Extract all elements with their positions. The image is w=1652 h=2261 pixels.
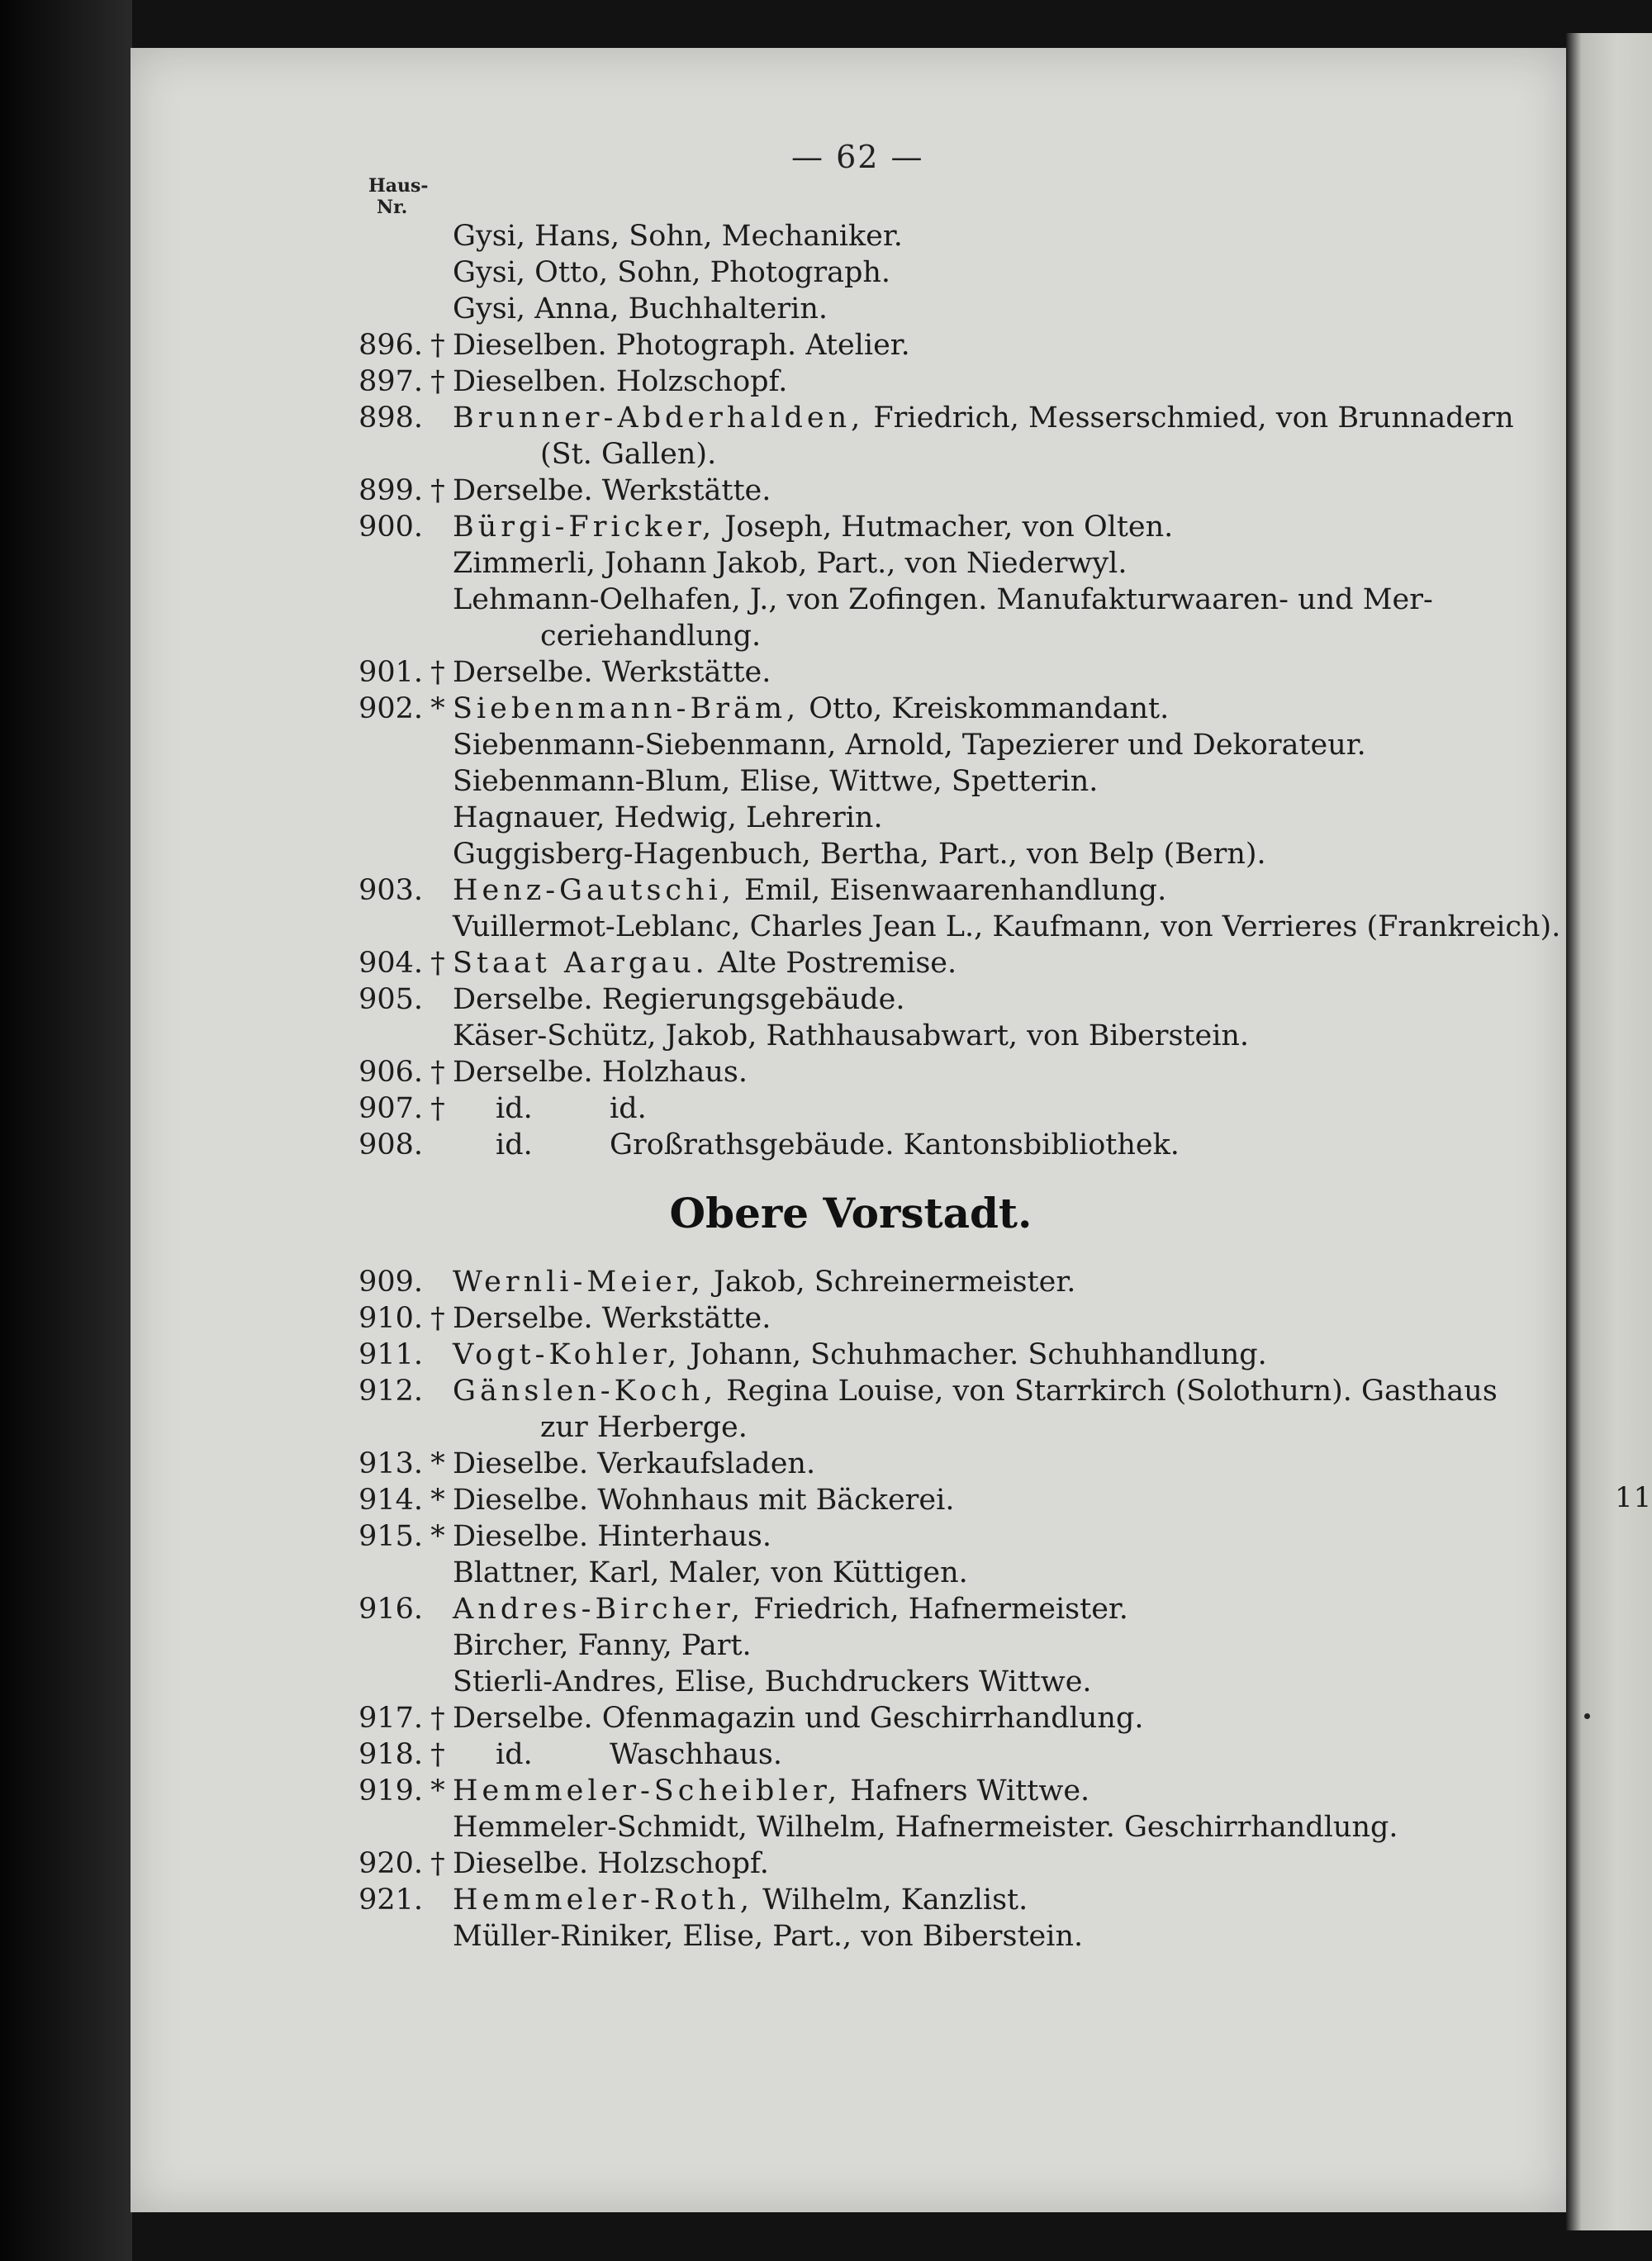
entry-mark: *	[430, 1520, 445, 1553]
directory-entry	[347, 1373, 1498, 1409]
directory-entry	[347, 909, 1561, 945]
directory-entry	[347, 436, 1487, 473]
house-number: 920.	[358, 1847, 423, 1880]
owner-name: Henz-Gautschi,	[453, 874, 735, 907]
directory-entry	[347, 1627, 1487, 1664]
directory-entry	[347, 327, 1487, 363]
directory-entry	[347, 582, 1487, 618]
owner-details: Friedrich, Hafnermeister.	[743, 1593, 1128, 1626]
owner-name: Gänslen-Koch,	[453, 1375, 718, 1408]
directory-entry	[347, 654, 1487, 691]
entry-mark: †	[430, 365, 445, 398]
entry-id-marker: id.	[496, 1738, 533, 1771]
entry-text: Derselbe. Werkstätte.	[453, 474, 771, 507]
entry-mark: †	[430, 329, 445, 362]
directory-entry	[347, 1555, 1487, 1591]
owner-name: Andres-Bircher,	[453, 1593, 744, 1626]
house-number: 919.	[358, 1774, 423, 1807]
entry-id-marker: id.	[496, 1092, 533, 1125]
entry-mark: *	[430, 1774, 445, 1807]
house-number: 905.	[358, 983, 423, 1016]
house-number: 898.	[358, 401, 423, 435]
entry-text: ceriehandlung.	[540, 620, 762, 653]
directory-entry	[347, 1018, 1487, 1054]
entry-text	[453, 1736, 1487, 1773]
house-number: 909.	[358, 1266, 423, 1299]
directory-entry	[347, 400, 1514, 436]
house-number: 906.	[358, 1056, 423, 1089]
entry-mark: *	[430, 1447, 445, 1480]
entry-text: Dieselbe. Hinterhaus.	[453, 1520, 772, 1553]
house-number: 918.	[358, 1738, 423, 1771]
owner-details: Friedrich, Messerschmied, von Brunnadern	[864, 401, 1514, 435]
adjacent-page-strip	[1566, 33, 1652, 2230]
house-number: 911.	[358, 1338, 423, 1371]
entry-building: id.	[610, 1092, 647, 1125]
entry-text: Bircher, Fanny, Part.	[453, 1629, 752, 1662]
entry-mark: †	[430, 474, 445, 507]
directory-entry	[347, 1736, 1487, 1773]
directory-entry	[347, 1054, 1487, 1090]
directory-entry	[347, 1300, 1487, 1337]
entry-text: (St. Gallen).	[540, 438, 717, 471]
entries-group-b	[347, 1264, 1498, 1955]
owner-name: Brunner-Abderhalden,	[453, 401, 865, 435]
section-heading: Obere Vorstadt.	[669, 1189, 1032, 1237]
owner-name: Wernli-Meier,	[453, 1266, 705, 1299]
house-number: 908.	[358, 1128, 423, 1161]
directory-entry	[347, 763, 1487, 800]
entry-mark: †	[430, 1702, 445, 1735]
directory-entry	[347, 509, 1487, 545]
entry-text: Dieselbe. Wohnhaus mit Bäckerei.	[453, 1484, 955, 1517]
house-number: 914.	[358, 1484, 423, 1517]
directory-entry	[347, 254, 1487, 291]
entry-text	[453, 1264, 1487, 1300]
entry-text	[453, 400, 1514, 436]
entry-text: Derselbe. Holzhaus.	[453, 1056, 748, 1089]
directory-entry	[347, 1090, 1487, 1127]
house-number: 913.	[358, 1447, 423, 1480]
directory-entry	[347, 727, 1487, 763]
adjacent-page-number: 11	[1615, 1481, 1652, 1514]
owner-details: Regina Louise, von Starrkirch (Solothurn). Gasthaus	[717, 1375, 1498, 1408]
directory-entry	[347, 691, 1487, 727]
directory-entry	[347, 1809, 1487, 1845]
house-number: 915.	[358, 1520, 423, 1553]
entry-mark: †	[430, 1092, 445, 1125]
entry-text: zur Herberge.	[540, 1411, 748, 1444]
adjacent-page-mark	[1584, 1713, 1590, 1719]
entry-text: Vuillermot-Leblanc, Charles Jean L., Kaufmann, von Verrieres (Frankreich).	[453, 910, 1561, 943]
column-header	[368, 175, 429, 218]
entry-text	[453, 1090, 1487, 1127]
directory-entry	[347, 1409, 1487, 1446]
entry-text: Hemmeler-Schmidt, Wilhelm, Hafnermeister. Geschirrhandlung.	[453, 1811, 1398, 1844]
entry-text	[453, 509, 1487, 545]
entry-text: Dieselben. Photograph. Atelier.	[453, 329, 910, 362]
directory-entry	[347, 1264, 1487, 1300]
column-header-line2: Nr.	[377, 197, 408, 218]
owner-details: Joseph, Hutmacher, von Olten.	[715, 511, 1174, 544]
entry-mark: †	[430, 656, 445, 689]
owner-details: Hafners Wittwe.	[841, 1774, 1090, 1807]
entry-text: Gysi, Otto, Sohn, Photograph.	[453, 256, 891, 289]
page-number: — 62 —	[791, 139, 924, 175]
entry-text: Käser-Schütz, Jakob, Rathhausabwart, von Biberstein.	[453, 1019, 1250, 1052]
house-number: 910.	[358, 1302, 423, 1335]
house-number: 900.	[358, 511, 423, 544]
owner-name: Staat Aargau.	[453, 947, 709, 980]
entry-text: Hagnauer, Hedwig, Lehrerin.	[453, 801, 883, 834]
entry-text	[453, 1373, 1498, 1409]
house-number: 912.	[358, 1375, 423, 1408]
directory-entry	[347, 1337, 1487, 1373]
entry-building: Waschhaus.	[610, 1738, 782, 1771]
directory-entry	[347, 473, 1487, 509]
entry-text	[453, 1882, 1487, 1918]
owner-name: Siebenmann-Bräm,	[453, 692, 800, 725]
entry-text: Müller-Riniker, Elise, Part., von Biberstein.	[453, 1920, 1084, 1953]
directory-entry	[347, 1518, 1487, 1555]
entry-mark: †	[430, 1302, 445, 1335]
house-number: 899.	[358, 474, 423, 507]
owner-name: Hemmeler-Roth,	[453, 1883, 753, 1917]
owner-details: Otto, Kreiskommandant.	[800, 692, 1170, 725]
entry-text: Siebenmann-Blum, Elise, Wittwe, Spetterin.	[453, 765, 1099, 798]
entry-text: Blattner, Karl, Maler, von Küttigen.	[453, 1556, 968, 1589]
directory-entry	[347, 363, 1487, 400]
directory-entry	[347, 291, 1487, 327]
entry-text: Derselbe. Werkstätte.	[453, 1302, 771, 1335]
entry-text: Derselbe. Ofenmagazin und Geschirrhandlung.	[453, 1702, 1144, 1735]
directory-entry	[347, 1882, 1487, 1918]
entry-text: Zimmerli, Johann Jakob, Part., von Niederwyl.	[453, 547, 1127, 580]
directory-entry	[347, 800, 1487, 836]
directory-entry	[347, 945, 1487, 981]
entry-text: Dieselben. Holzschopf.	[453, 365, 788, 398]
entry-text	[453, 1127, 1487, 1163]
directory-entry	[347, 1664, 1487, 1700]
directory-entries	[347, 218, 1561, 1955]
entry-text: Gysi, Anna, Buchhalterin.	[453, 292, 828, 325]
entry-text	[453, 1337, 1487, 1373]
entry-text: Lehmann-Oelhafen, J., von Zofingen. Manufakturwaaren- und Mer-	[453, 583, 1433, 616]
directory-entry	[347, 1845, 1487, 1882]
directory-entry	[347, 1700, 1487, 1736]
entry-mark: †	[430, 1847, 445, 1880]
entry-text: Derselbe. Regierungsgebäude.	[453, 983, 905, 1016]
owner-details: Wilhelm, Kanzlist.	[752, 1883, 1028, 1917]
directory-entry	[347, 1482, 1487, 1518]
house-number: 916.	[358, 1593, 423, 1626]
entry-text: Gysi, Hans, Sohn, Mechaniker.	[453, 220, 903, 253]
owner-details: Johann, Schuhmacher. Schuhhandlung.	[681, 1338, 1267, 1371]
directory-entry	[347, 1591, 1487, 1627]
column-header-line1: Haus-	[368, 175, 429, 197]
entry-text: Siebenmann-Siebenmann, Arnold, Tapezierer und Dekorateur.	[453, 729, 1366, 762]
entry-mark: †	[430, 947, 445, 980]
entry-text	[453, 945, 1487, 981]
directory-entry	[347, 618, 1487, 654]
entry-text	[453, 1773, 1487, 1809]
owner-name: Vogt-Kohler,	[453, 1338, 681, 1371]
entry-text: Dieselbe. Holzschopf.	[453, 1847, 769, 1880]
directory-entry	[347, 1127, 1487, 1163]
entry-text: Derselbe. Werkstätte.	[453, 656, 771, 689]
directory-entry	[347, 218, 1487, 254]
entry-text: Guggisberg-Hagenbuch, Bertha, Part., von Belp (Bern).	[453, 838, 1266, 871]
owner-details: Emil, Eisenwaarenhandlung.	[734, 874, 1167, 907]
owner-name: Hemmeler-Scheibler,	[453, 1774, 842, 1807]
owner-details: Alte Postremise.	[708, 947, 957, 980]
entry-mark: *	[430, 692, 445, 725]
entry-mark: †	[430, 1056, 445, 1089]
entry-id-marker: id.	[496, 1128, 533, 1161]
directory-entry	[347, 1918, 1487, 1955]
house-number: 903.	[358, 874, 423, 907]
directory-entry	[347, 1773, 1487, 1809]
owner-name: Bürgi-Fricker,	[453, 511, 716, 544]
entry-mark: *	[430, 1484, 445, 1517]
entry-text: Dieselbe. Verkaufsladen.	[453, 1447, 816, 1480]
house-number: 896.	[358, 329, 423, 362]
entries-group-a	[347, 218, 1561, 1163]
directory-entry	[347, 836, 1487, 872]
house-number: 897.	[358, 365, 423, 398]
owner-details: Jakob, Schreinermeister.	[704, 1266, 1076, 1299]
directory-entry	[347, 872, 1487, 909]
entry-mark: †	[430, 1738, 445, 1771]
entry-text	[453, 691, 1487, 727]
house-number: 902.	[358, 692, 423, 725]
house-number: 901.	[358, 656, 423, 689]
directory-entry	[347, 1446, 1487, 1482]
house-number: 907.	[358, 1092, 423, 1125]
entry-building: Großrathsgebäude. Kantonsbibliothek.	[610, 1128, 1180, 1161]
directory-entry	[347, 981, 1487, 1018]
house-number: 904.	[358, 947, 423, 980]
directory-entry	[347, 545, 1487, 582]
house-number: 921.	[358, 1883, 423, 1917]
entry-text	[453, 1591, 1487, 1627]
entry-text	[453, 872, 1487, 909]
entry-text: Stierli-Andres, Elise, Buchdruckers Wittwe.	[453, 1665, 1092, 1698]
scan-edge-left	[0, 0, 132, 2261]
house-number: 917.	[358, 1702, 423, 1735]
